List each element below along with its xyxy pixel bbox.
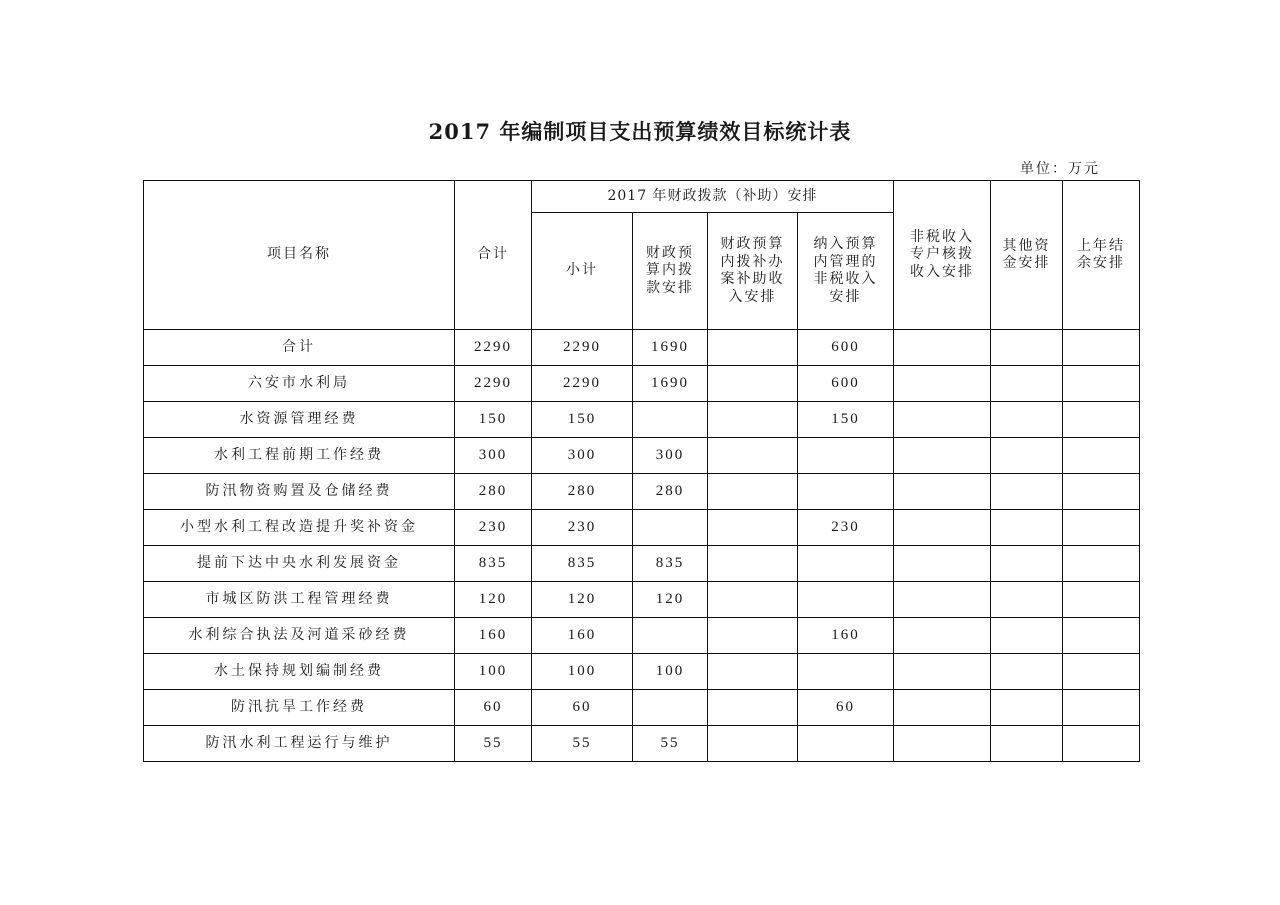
cell-nontax-special bbox=[894, 438, 991, 474]
cell-other-funds bbox=[991, 618, 1063, 654]
cell-fiscal-in-budget: 1690 bbox=[633, 366, 708, 402]
cell-other-funds bbox=[991, 546, 1063, 582]
cell-name: 水利工程前期工作经费 bbox=[144, 438, 455, 474]
table-row bbox=[144, 690, 1140, 726]
cell-fiscal-in-budget: 100 bbox=[633, 654, 708, 690]
cell-nontax-in-budget: 230 bbox=[798, 510, 894, 546]
header-fiscal-in-budget: 财政预算内拨款安排 bbox=[633, 213, 708, 330]
header-nontax-in-budget: 纳入预算内管理的非税收入安排 bbox=[798, 213, 894, 330]
cell-nontax-in-budget bbox=[798, 654, 894, 690]
cell-fiscal-subsidy bbox=[708, 690, 798, 726]
cell-nontax-special bbox=[894, 510, 991, 546]
table-row bbox=[144, 330, 1140, 366]
cell-total: 60 bbox=[455, 690, 532, 726]
cell-nontax-in-budget: 600 bbox=[798, 330, 894, 366]
cell-other-funds bbox=[991, 402, 1063, 438]
cell-other-funds bbox=[991, 510, 1063, 546]
table-row bbox=[144, 402, 1140, 438]
cell-other-funds bbox=[991, 654, 1063, 690]
cell-total: 280 bbox=[455, 474, 532, 510]
cell-name: 水土保持规划编制经费 bbox=[144, 654, 455, 690]
cell-nontax-special bbox=[894, 618, 991, 654]
header-subtotal: 小计 bbox=[532, 213, 633, 330]
cell-other-funds bbox=[991, 438, 1063, 474]
cell-fiscal-in-budget: 280 bbox=[633, 474, 708, 510]
cell-total: 230 bbox=[455, 510, 532, 546]
cell-subtotal: 150 bbox=[532, 402, 633, 438]
cell-fiscal-subsidy bbox=[708, 654, 798, 690]
cell-fiscal-subsidy bbox=[708, 582, 798, 618]
cell-total: 120 bbox=[455, 582, 532, 618]
cell-nontax-special bbox=[894, 582, 991, 618]
cell-prior-year-balance bbox=[1063, 402, 1140, 438]
cell-nontax-in-budget: 150 bbox=[798, 402, 894, 438]
cell-other-funds bbox=[991, 726, 1063, 762]
cell-total: 160 bbox=[455, 618, 532, 654]
cell-fiscal-subsidy bbox=[708, 618, 798, 654]
cell-nontax-special bbox=[894, 330, 991, 366]
cell-name: 水资源管理经费 bbox=[144, 402, 455, 438]
cell-total: 100 bbox=[455, 654, 532, 690]
cell-total: 2290 bbox=[455, 330, 532, 366]
table-row bbox=[144, 366, 1140, 402]
cell-prior-year-balance bbox=[1063, 510, 1140, 546]
cell-subtotal: 300 bbox=[532, 438, 633, 474]
cell-nontax-in-budget: 60 bbox=[798, 690, 894, 726]
table-row bbox=[144, 582, 1140, 618]
cell-prior-year-balance bbox=[1063, 690, 1140, 726]
cell-subtotal: 160 bbox=[532, 618, 633, 654]
cell-subtotal: 2290 bbox=[532, 330, 633, 366]
cell-fiscal-in-budget: 120 bbox=[633, 582, 708, 618]
cell-prior-year-balance bbox=[1063, 366, 1140, 402]
table-row bbox=[144, 510, 1140, 546]
header-fiscal-group: 2017 年财政拨款（补助）安排 bbox=[532, 181, 894, 213]
cell-subtotal: 60 bbox=[532, 690, 633, 726]
cell-name: 小型水利工程改造提升奖补资金 bbox=[144, 510, 455, 546]
cell-prior-year-balance bbox=[1063, 726, 1140, 762]
cell-nontax-special bbox=[894, 654, 991, 690]
cell-fiscal-subsidy bbox=[708, 330, 798, 366]
cell-fiscal-in-budget: 55 bbox=[633, 726, 708, 762]
cell-prior-year-balance bbox=[1063, 438, 1140, 474]
header-project-name: 项目名称 bbox=[144, 181, 455, 330]
header-fiscal-subsidy: 财政预算内拨补办案补助收入安排 bbox=[708, 213, 798, 330]
cell-prior-year-balance bbox=[1063, 582, 1140, 618]
header-nontax-special: 非税收入专户核拨收入安排 bbox=[894, 181, 991, 330]
cell-fiscal-in-budget bbox=[633, 618, 708, 654]
cell-total: 835 bbox=[455, 546, 532, 582]
unit-label: 单位：万元 bbox=[1020, 161, 1100, 177]
cell-other-funds bbox=[991, 474, 1063, 510]
cell-nontax-in-budget bbox=[798, 726, 894, 762]
cell-subtotal: 2290 bbox=[532, 366, 633, 402]
cell-fiscal-in-budget: 835 bbox=[633, 546, 708, 582]
cell-fiscal-subsidy bbox=[708, 726, 798, 762]
cell-subtotal: 835 bbox=[532, 546, 633, 582]
cell-name: 防汛抗旱工作经费 bbox=[144, 690, 455, 726]
table-body bbox=[144, 330, 1140, 762]
cell-nontax-in-budget bbox=[798, 438, 894, 474]
cell-nontax-in-budget bbox=[798, 582, 894, 618]
cell-prior-year-balance bbox=[1063, 618, 1140, 654]
cell-total: 2290 bbox=[455, 366, 532, 402]
cell-fiscal-subsidy bbox=[708, 510, 798, 546]
cell-name: 市城区防洪工程管理经费 bbox=[144, 582, 455, 618]
cell-nontax-special bbox=[894, 402, 991, 438]
cell-subtotal: 120 bbox=[532, 582, 633, 618]
cell-nontax-in-budget bbox=[798, 474, 894, 510]
cell-prior-year-balance bbox=[1063, 474, 1140, 510]
cell-total: 150 bbox=[455, 402, 532, 438]
cell-subtotal: 55 bbox=[532, 726, 633, 762]
table-row bbox=[144, 618, 1140, 654]
cell-nontax-special bbox=[894, 366, 991, 402]
cell-subtotal: 100 bbox=[532, 654, 633, 690]
cell-other-funds bbox=[991, 690, 1063, 726]
cell-fiscal-in-budget bbox=[633, 510, 708, 546]
cell-prior-year-balance bbox=[1063, 546, 1140, 582]
cell-fiscal-subsidy bbox=[708, 438, 798, 474]
cell-fiscal-subsidy bbox=[708, 402, 798, 438]
cell-fiscal-in-budget: 1690 bbox=[633, 330, 708, 366]
cell-fiscal-in-budget bbox=[633, 690, 708, 726]
budget-table bbox=[143, 180, 1140, 762]
cell-fiscal-subsidy bbox=[708, 474, 798, 510]
table-row bbox=[144, 438, 1140, 474]
cell-name: 水利综合执法及河道采砂经费 bbox=[144, 618, 455, 654]
cell-other-funds bbox=[991, 330, 1063, 366]
cell-nontax-special bbox=[894, 546, 991, 582]
cell-fiscal-in-budget: 300 bbox=[633, 438, 708, 474]
cell-nontax-special bbox=[894, 726, 991, 762]
cell-name: 提前下达中央水利发展资金 bbox=[144, 546, 455, 582]
cell-name: 六安市水利局 bbox=[144, 366, 455, 402]
header-prior-year-balance: 上年结余安排 bbox=[1063, 181, 1140, 330]
table-row bbox=[144, 654, 1140, 690]
table-row bbox=[144, 546, 1140, 582]
cell-prior-year-balance bbox=[1063, 654, 1140, 690]
cell-nontax-special bbox=[894, 474, 991, 510]
cell-fiscal-subsidy bbox=[708, 546, 798, 582]
cell-nontax-in-budget: 160 bbox=[798, 618, 894, 654]
cell-name: 合计 bbox=[144, 330, 455, 366]
cell-subtotal: 230 bbox=[532, 510, 633, 546]
table-header bbox=[144, 181, 1140, 330]
cell-nontax-in-budget: 600 bbox=[798, 366, 894, 402]
cell-other-funds bbox=[991, 366, 1063, 402]
cell-prior-year-balance bbox=[1063, 330, 1140, 366]
cell-other-funds bbox=[991, 582, 1063, 618]
cell-fiscal-in-budget bbox=[633, 402, 708, 438]
cell-subtotal: 280 bbox=[532, 474, 633, 510]
page-title: 2017 年编制项目支出预算绩效目标统计表 bbox=[428, 119, 852, 144]
table-row bbox=[144, 474, 1140, 510]
cell-fiscal-subsidy bbox=[708, 366, 798, 402]
header-other-funds: 其他资金安排 bbox=[991, 181, 1063, 330]
header-total: 合计 bbox=[455, 181, 532, 330]
cell-name: 防汛物资购置及仓储经费 bbox=[144, 474, 455, 510]
cell-nontax-in-budget bbox=[798, 546, 894, 582]
cell-total: 55 bbox=[455, 726, 532, 762]
cell-nontax-special bbox=[894, 690, 991, 726]
cell-name: 防汛水利工程运行与维护 bbox=[144, 726, 455, 762]
cell-total: 300 bbox=[455, 438, 532, 474]
table-row bbox=[144, 726, 1140, 762]
